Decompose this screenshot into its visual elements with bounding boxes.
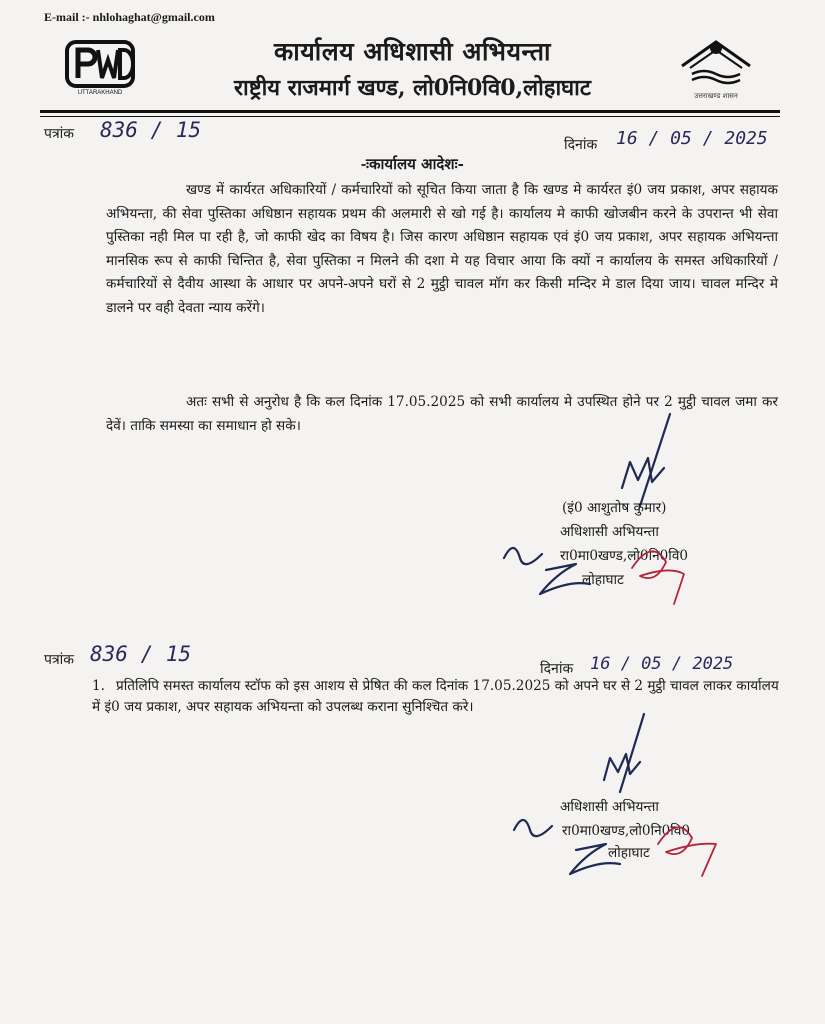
signature-2-office: रा0मा0खण्ड,लो0नि0वि0 [562, 823, 691, 839]
order-paragraph-1-text: खण्ड में कार्यरत अधिकारियों / कर्मचारियों को सूचित किया जाता है कि खण्ड मे कार्यरत इं0 जय प्रकाश, अपर सहायक अभियन्ता, की सेवा पुस्तिका अधिष्ठान सहायक प्रथम की अलमारी से खो गई है। कार्यालय मे काफी खोजबीन करने के उपरान्त भी सेवा पुस्तिका नही मिल पा रही है, जो काफी खेद का विषय है। जिस कारण अधिष्ठान सहायक एवं इं0 जय प्रकाश, अपर सहायक अभियन्ता मानसिक रूप से काफी चिन्तित है, सेवा पुस्तिका न मिलने की दशा मे यह विचार आया कि क्यों न कार्यालय के समस्त अधिकारियों / कर्मचारियों से दैवीय आस्था के आधार पर अपने-अपने घरों से 2 मुट्ठी चावल मॉग कर किसी मन्दिर मे डाल दिया जाय। चावल मन्दिर मे डालने पर वही देवता न्याय करेंगे। [106, 182, 778, 316]
order-paragraph-2-text: अतः सभी से अनुरोध है कि कल दिनांक 17.05.2025 को सभी कार्यालय मे उपस्थित होने पर 2 मुट्ठी चावल जमा कर देवें। ताकि समस्या का समाधान हो सके। [106, 394, 778, 434]
office-subtitle: राष्ट्रीय राजमार्ग खण्ड, लो0नि0वि0,लोहाघाट [234, 75, 591, 101]
signature-2-place: लोहाघाट [608, 845, 650, 861]
copy-ref-label: पत्रांक [44, 652, 75, 668]
copy-item-number: 1. [92, 678, 105, 694]
signature-2-designation: अधिशासी अभियन्ता [560, 799, 659, 815]
copy-date-value: 16 / 05 / 2025 [590, 654, 734, 674]
svg-text:उत्तराखण्ड शासन: उत्तराखण्ड शासन [694, 92, 738, 100]
signature-1-name: (इं0 आशुतोष कुमार) [562, 500, 667, 516]
signature-2-initials [506, 800, 746, 890]
signature-2-mark [592, 710, 662, 800]
date-value: 16 / 05 / 2025 [616, 128, 768, 149]
copy-ref-number: 836 / 15 [90, 642, 192, 666]
header-rule [40, 110, 780, 113]
signature-1-initials [496, 528, 706, 608]
signature-1-designation: अधिशासी अभियन्ता [560, 524, 659, 540]
copy-item-text: प्रतिलिपि समस्त कार्यालय स्टॉफ को इस आशय से प्रेषित की कल दिनांक 17.05.2025 को अपने घर से 2 मुट्ठी चावल लाकर कार्यालय में इं0 जय प्रकाश, अपर सहायक अभियन्ता को उपलब्ध कराना सुनिश्चित करे। [92, 678, 779, 715]
signature-1-office: रा0मा0खण्ड,लो0नि0वि0 [560, 548, 689, 564]
copy-item-1 [92, 676, 784, 718]
svg-text:UTTARAKHAND: UTTARAKHAND [77, 90, 123, 96]
copy-date-label: दिनांक [540, 661, 574, 677]
email-line: E-mail :- nhlohaghat@gmail.com [44, 10, 215, 24]
ref-number: 836 / 15 [100, 118, 202, 142]
order-heading: -ःकार्यालय आदेशः- [361, 155, 464, 173]
order-paragraph-1 [106, 179, 778, 320]
header-rule-thin [40, 116, 780, 117]
signature-1-place: लोहाघाट [582, 572, 624, 588]
ref-label: पत्रांक [44, 126, 75, 142]
date-label: दिनांक [564, 137, 598, 153]
office-title: कार्यालय अधिशासी अभियन्ता [274, 37, 551, 66]
